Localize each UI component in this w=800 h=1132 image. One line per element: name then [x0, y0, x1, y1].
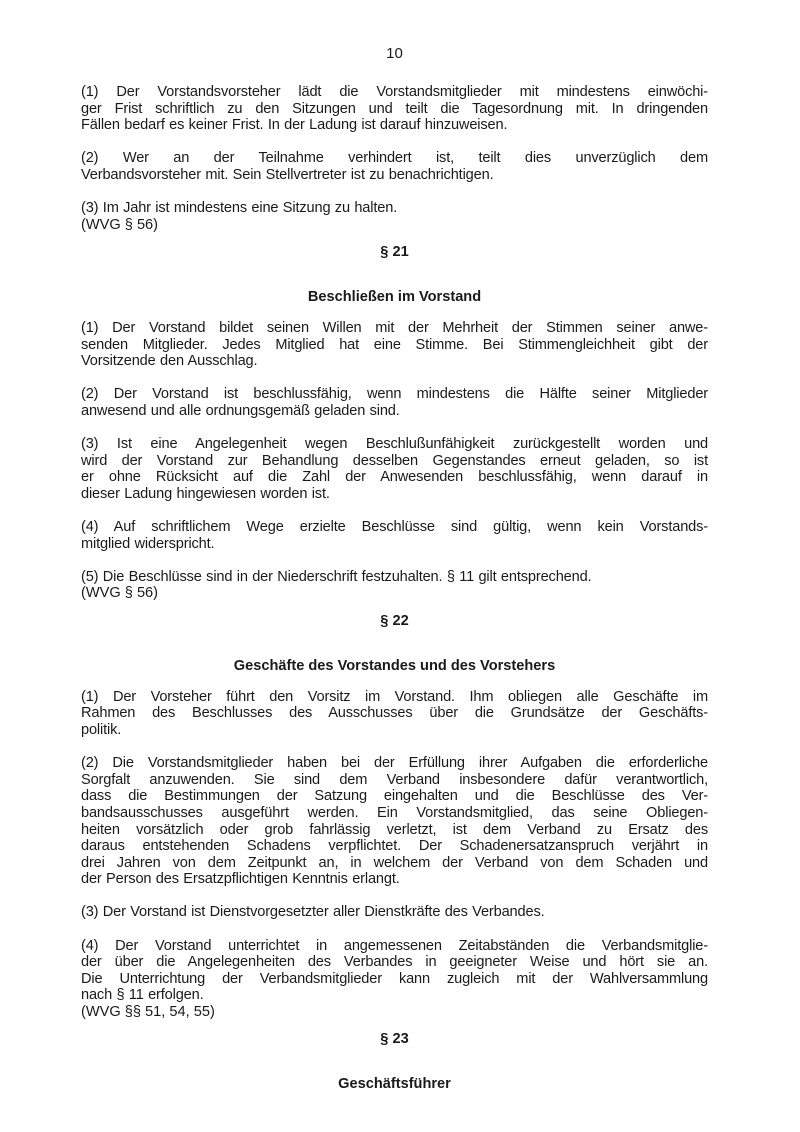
paragraph-s20-1 [81, 84, 708, 134]
text-line: Sorgfalt anzuwenden. Sie sind dem Verband insbesondere dafür verantwortlich, [81, 771, 708, 788]
text-line: heiten vorsätzlich oder grob fahrlässig verletzt, ist dem Verband zu Ersatz des [81, 821, 708, 838]
text-line: (2) Der Vorstand ist beschlussfähig, wenn mindestens die Hälfte seiner Mitglieder [81, 386, 708, 403]
citation-s20: (WVG § 56) [81, 216, 159, 233]
text-line: Verbandsvorsteher mit. Sein Stellvertreter ist zu benachrichtigen. [81, 166, 494, 183]
text-line: dieser Ladung hingewiesen worden ist. [81, 485, 330, 502]
section-number-23: § 23 [380, 1031, 409, 1048]
text-line: wird der Vorstand zur Behandlung desselben Gegenstandes erneut geladen, so ist [81, 452, 708, 469]
citation-s22: (WVG §§ 51, 54, 55) [81, 1003, 215, 1020]
paragraph-s21-2 [81, 386, 708, 419]
text-line: (1) Der Vorstand bildet seinen Willen mit der Mehrheit der Stimmen seiner anwe- [81, 320, 708, 337]
paragraph-s22-3 [81, 904, 708, 921]
text-line: nach § 11 erfolgen. [81, 987, 204, 1004]
section-number-21: § 21 [380, 244, 409, 261]
text-line: dass die Bestimmungen der Satzung eingehalten und die Beschlüsse des Ver- [81, 788, 708, 805]
section-title-23: Geschäftsführer [338, 1076, 451, 1093]
text-line: bandsausschusses ausgeführt werden. Ein Vorstandsmitglied, das seine Obliegen- [81, 804, 708, 821]
paragraph-s22-1 [81, 689, 708, 739]
section-title-21: Beschließen im Vorstand [307, 289, 482, 306]
paragraph-s20-2 [81, 150, 708, 183]
text-line: (3) Im Jahr ist mindestens eine Sitzung zu halten. [81, 199, 398, 216]
citation-s21: (WVG § 56) [81, 585, 159, 602]
page-number: 10 [386, 45, 403, 62]
text-line: der Person des Ersatzpflichtigen Kenntnis erlangt. [81, 871, 400, 888]
paragraph-s21-5 [81, 569, 708, 586]
text-line: (2) Die Vorstandsmitglieder haben bei der Erfüllung ihrer Aufgaben die erforderliche [81, 755, 708, 772]
section-number-22: § 22 [380, 612, 409, 629]
text-line: (5) Die Beschlüsse sind in der Niederschrift festzuhalten. § 11 gilt entsprechend. [81, 568, 592, 585]
text-line: (1) Der Vorsteher führt den Vorsitz im Vorstand. Ihm obliegen alle Geschäfte im [81, 688, 708, 705]
text-line: (2) Wer an der Teilnahme verhindert ist, teilt dies unverzüglich dem [81, 150, 708, 167]
paragraph-s22-2 [81, 755, 708, 888]
paragraph-s21-3 [81, 436, 708, 502]
text-line: (4) Der Vorstand unterrichtet in angemessenen Zeitabständen die Verbandsmitglie- [81, 937, 708, 954]
text-line: Fällen bedarf es keiner Frist. In der Ladung ist darauf hinzuweisen. [81, 117, 508, 134]
text-line: politik. [81, 722, 122, 739]
text-line: der über die Angelegenheiten des Verbandes in geeigneter Weise und hört sie an. [81, 954, 708, 971]
text-line: (4) Auf schriftlichem Wege erzielte Beschlüsse sind gültig, wenn kein Vorstands- [81, 519, 708, 535]
paragraph-s20-3 [81, 200, 708, 217]
text-line: anwesend und alle ordnungsgemäß geladen sind. [81, 403, 400, 420]
paragraph-s22-4 [81, 938, 708, 1004]
text-line: Rahmen des Beschlusses des Ausschusses über die Grundsätze der Geschäfts- [81, 705, 708, 722]
text-line: (1) Der Vorstandsvorsteher lädt die Vorstandsmitglieder mit mindestens einwöchi- [81, 84, 708, 100]
section-title-22: Geschäfte des Vorstandes und des Vorstehers [233, 657, 556, 674]
text-line: mitglied widerspricht. [81, 535, 215, 552]
text-line: ger Frist schriftlich zu den Sitzungen und teilt die Tagesordnung mit. In dringenden [81, 100, 708, 117]
text-line: er ohne Rücksicht auf die Zahl der Anwesenden beschlussfähig, wenn darauf in [81, 469, 708, 486]
text-line: Die Unterrichtung der Verbandsmitglieder kann zugleich mit der Wahlversammlung [81, 970, 708, 987]
text-line: daraus entstehenden Schadens verpflichtet. Der Schadenersatzanspruch verjährt in [81, 838, 708, 855]
text-line: (3) Der Vorstand ist Dienstvorgesetzter aller Dienstkräfte des Verbandes. [81, 904, 545, 921]
text-line: senden Mitglieder. Jedes Mitglied hat eine Stimme. Bei Stimmengleichheit gibt der [81, 336, 708, 353]
text-line: drei Jahren von dem Zeitpunkt an, in welchem der Verband von dem Schaden und [81, 854, 708, 871]
paragraph-s21-4 [81, 519, 708, 552]
text-line: (3) Ist eine Angelegenheit wegen Beschlußunfähigkeit zurückgestellt worden und [81, 436, 708, 453]
text-line: Vorsitzende den Ausschlag. [81, 353, 258, 370]
document-page [81, 44, 708, 1107]
paragraph-s21-1 [81, 320, 708, 370]
